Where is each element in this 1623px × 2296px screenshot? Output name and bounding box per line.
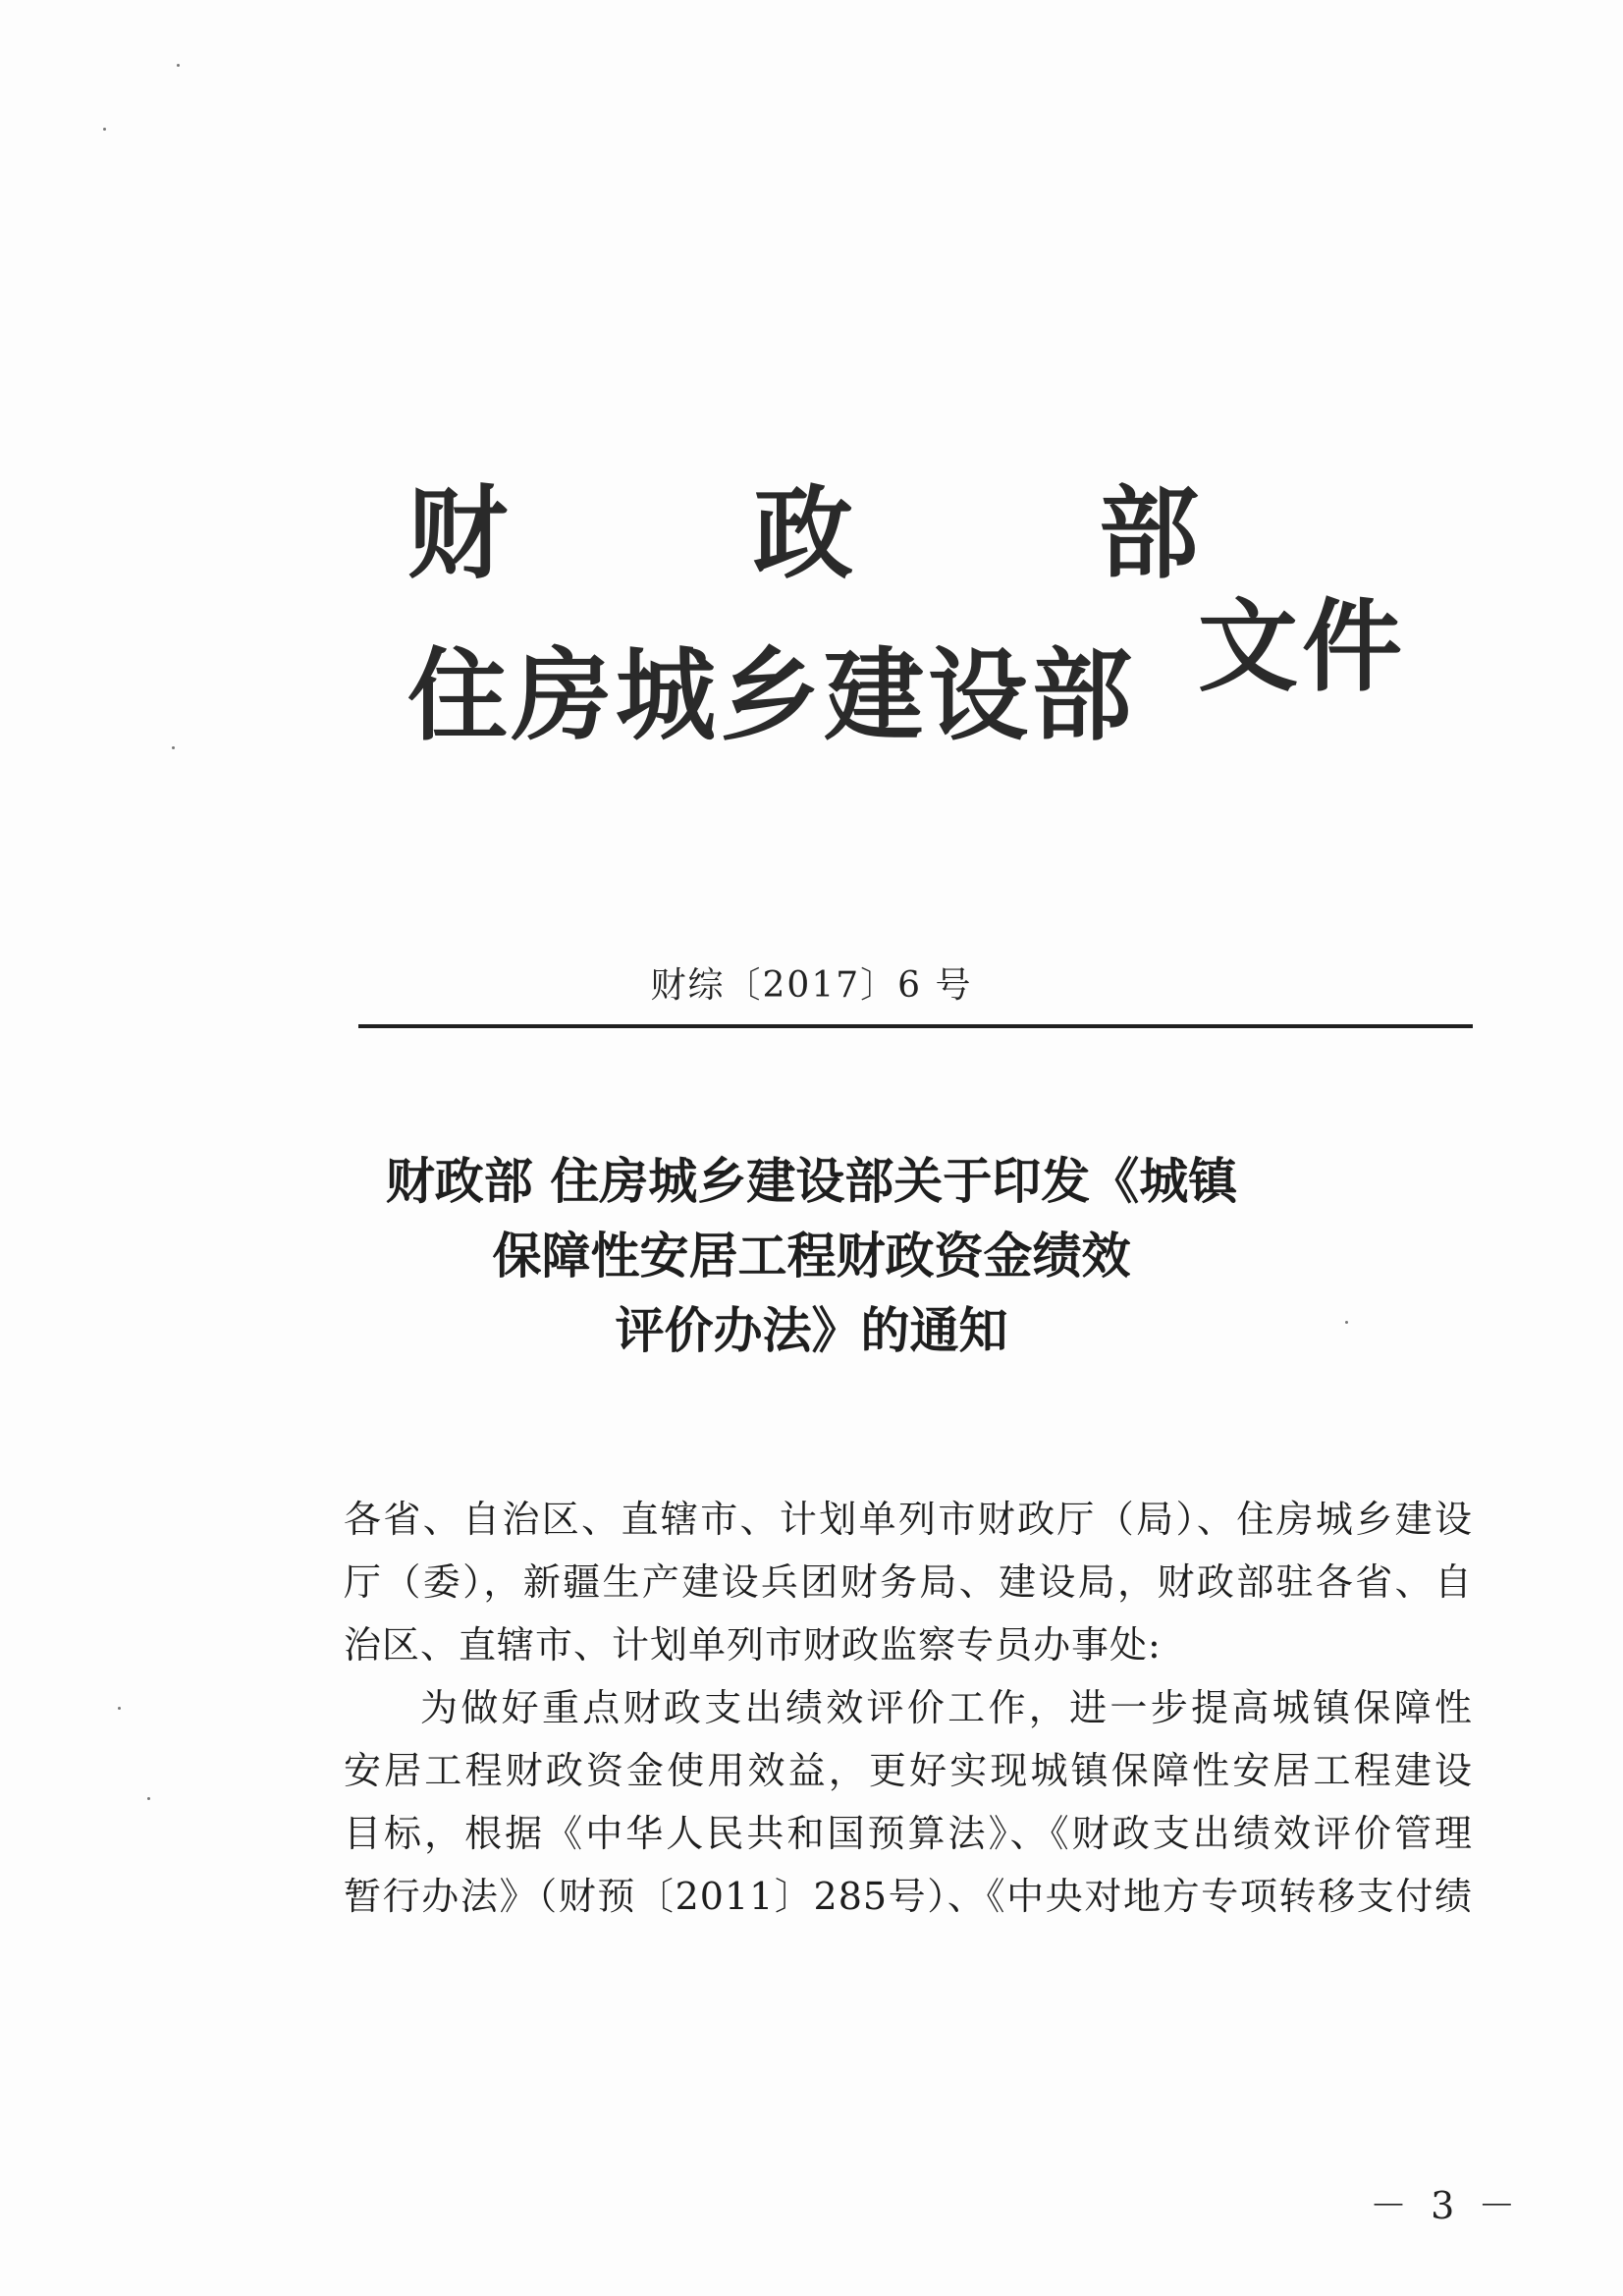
issuer-ministry-of-housing: 住房城乡建设部 — [407, 638, 1136, 755]
scan-speck — [103, 128, 106, 131]
body-line: 目标，根据《中华人民共和国预算法》、《财政支出绩效评价管理 — [344, 1812, 1473, 1855]
body-line: 安居工程财政资金使用效益，更好实现城镇保障性安居工程建设 — [344, 1749, 1473, 1792]
body-line: 治区、直辖市、计划单列市财政监察专员办事处: — [344, 1623, 1162, 1667]
issuer-ministry-of-finance: 财政部 — [407, 476, 1444, 593]
notice-title — [0, 1144, 1623, 1368]
scan-speck — [147, 1797, 150, 1800]
page-number: － 3 － — [1370, 2184, 1522, 2227]
notice-body — [344, 1488, 1473, 1928]
body-line: 暂行办法》（财预〔2011〕285号）、《中央对地方专项转移支付绩 — [344, 1875, 1473, 1918]
body-line: 各省、自治区、直辖市、计划单列市财政厅（局）、住房城乡建设 — [344, 1498, 1473, 1541]
body-line: 厅（委），新疆生产建设兵团财务局、建设局，财政部驻各省、自 — [344, 1560, 1473, 1604]
title-line: 保障性安居工程财政资金绩效 — [492, 1228, 1131, 1285]
scan-speck — [177, 64, 180, 67]
title-line: 评价办法》的通知 — [615, 1302, 1008, 1359]
document-number: 财综〔2017〕6 号 — [650, 965, 973, 1006]
body-line: 为做好重点财政支出绩效评价工作，进一步提高城镇保障性 — [420, 1686, 1473, 1729]
title-line: 财政部 住房城乡建设部关于印发《城镇 — [385, 1153, 1238, 1210]
scan-speck — [118, 1707, 121, 1710]
scan-speck — [172, 746, 175, 749]
header-divider — [358, 1024, 1473, 1028]
document-label: 文件 — [1198, 589, 1406, 706]
